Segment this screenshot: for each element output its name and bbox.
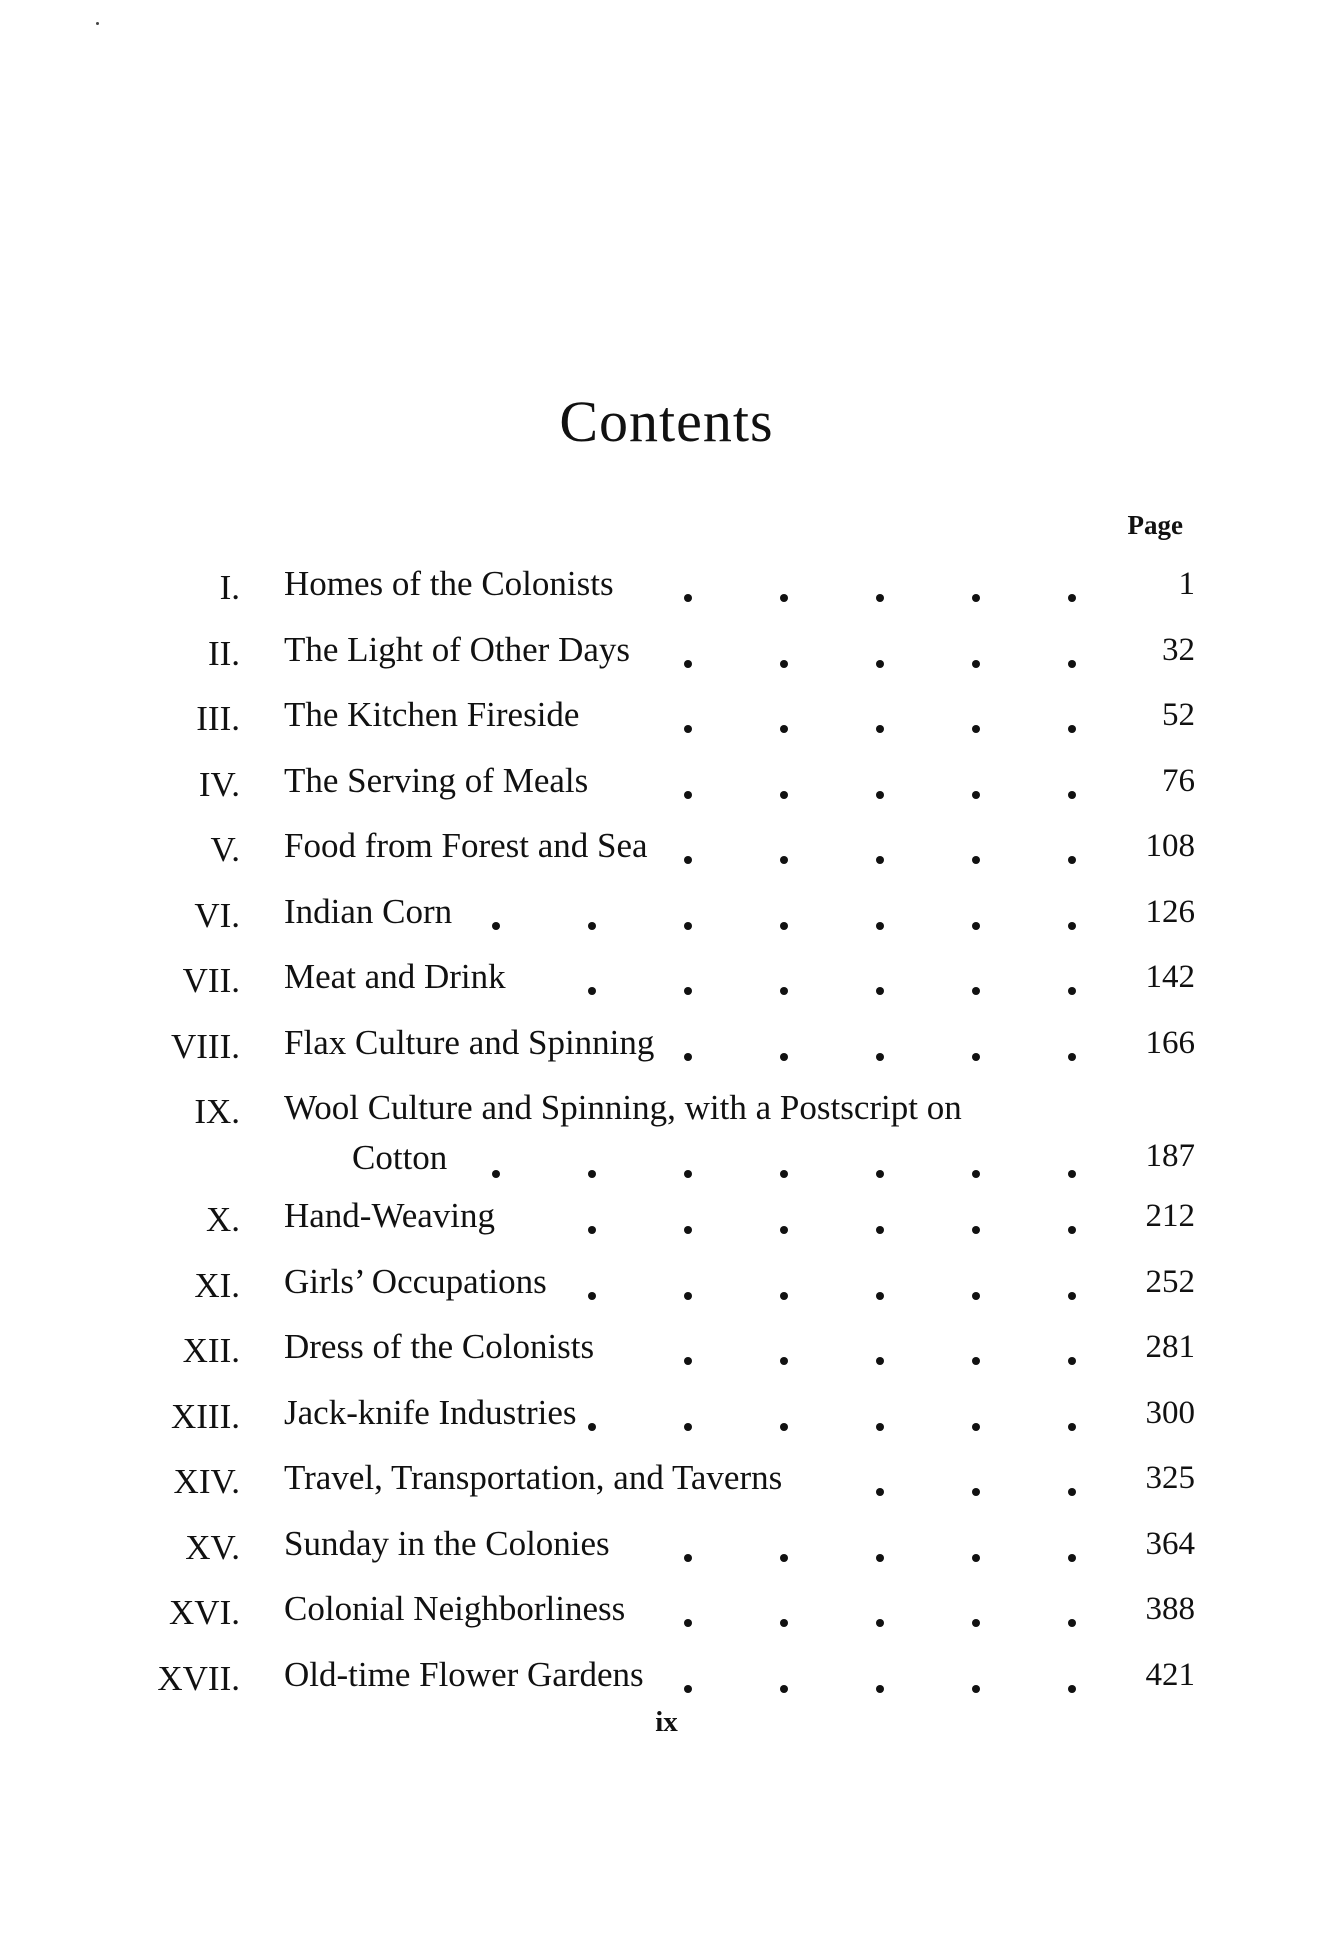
chapter-title: The Kitchen Fireside [284,695,580,734]
leader-dot [684,791,692,799]
chapter-title: Meat and Drink [284,957,506,996]
leader-dot [780,791,788,799]
leader-dot [1068,725,1076,733]
toc-entry [0,1450,1333,1516]
leader-dot [1068,987,1076,995]
chapter-page-number: 388 [1145,1591,1195,1627]
leader-dot [684,1357,692,1365]
toc-entry [0,1188,1333,1254]
leader-dot [684,856,692,864]
leader-dot [1068,1488,1076,1496]
leader-dot [1068,1292,1076,1300]
leader-dot [684,594,692,602]
leader-dot [972,1423,980,1431]
chapter-numeral: V. [210,830,240,869]
leader-dot [684,1685,692,1693]
chapter-numeral: XVII. [157,1658,240,1698]
leader-dot [588,1226,596,1234]
leader-dot [972,1619,980,1627]
chapter-title-continuation: Cotton [352,1138,448,1177]
leader-dot [588,1423,596,1431]
leader-dot [876,922,884,930]
leader-dot [1068,1685,1076,1693]
page-column-heading: Page [1127,510,1183,540]
chapter-title: Flax Culture and Spinning [284,1022,655,1062]
chapter-numeral: XII. [182,1331,240,1370]
leader-dot [972,1292,980,1300]
leader-dot [972,1685,980,1693]
chapter-title: Colonial Neighborliness [284,1589,626,1628]
chapter-title: Wool Culture and Spinning, with a Postscript on [284,1088,962,1127]
chapter-title: Old-time Flower Gardens [284,1654,644,1694]
leader-dot [972,791,980,799]
toc-entry [0,687,1333,753]
leader-dot [684,987,692,995]
leader-dot [780,594,788,602]
chapter-title: Dress of the Colonists [284,1327,595,1366]
leader-dot [780,1170,788,1178]
toc-entry [0,1385,1333,1451]
toc-entry [0,1516,1333,1582]
leader-dot [684,1619,692,1627]
chapter-page-number: 166 [1145,1024,1195,1061]
leader-dot [780,1053,788,1061]
leader-dot [972,660,980,668]
leader-dot [1068,1357,1076,1365]
toc-entry [0,753,1333,819]
leader-dot [684,1423,692,1431]
leader-dot [1068,856,1076,864]
leader-dot [876,660,884,668]
leader-dot [972,922,980,930]
leader-dot [780,1226,788,1234]
leader-dot [972,725,980,733]
leader-dot [684,1170,692,1178]
chapter-page-number: 421 [1145,1656,1195,1693]
leader-dot [1068,922,1076,930]
chapter-title: Indian Corn [284,891,453,931]
toc-entry [0,1015,1333,1081]
chapter-page-number: 1 [1178,566,1195,602]
chapter-title: Food from Forest and Sea [284,826,648,865]
leader-dot [876,987,884,995]
leader-dot [1068,1619,1076,1627]
chapter-page-number: 108 [1145,828,1195,864]
chapter-numeral: XI. [194,1265,240,1305]
leader-dot [972,987,980,995]
leader-dot [684,660,692,668]
leader-dot [492,1170,500,1178]
leader-dot [492,922,500,930]
leader-dot [780,1685,788,1693]
leader-dot [780,1357,788,1365]
leader-dot [972,594,980,602]
page-speck [96,22,99,25]
page-folio: ix [655,1706,678,1738]
toc-entry [0,1647,1333,1713]
leader-dot [876,1554,884,1562]
leader-dot [876,1488,884,1496]
leader-dot [780,725,788,733]
leader-dot [780,1292,788,1300]
toc-entry [0,818,1333,884]
chapter-numeral: XIV. [173,1462,240,1501]
leader-dot [1068,1226,1076,1234]
leader-dot [876,1357,884,1365]
leader-dot [876,1423,884,1431]
leader-dot [780,856,788,864]
toc-entry [0,1080,1333,1188]
leader-dot [876,1292,884,1300]
chapter-page-number: 76 [1162,762,1195,799]
chapter-numeral: II. [207,633,240,673]
leader-dot [684,1226,692,1234]
leader-dot [972,856,980,864]
chapter-title: Sunday in the Colonies [284,1523,610,1563]
leader-dot [1068,594,1076,602]
leader-dot [876,1226,884,1234]
table-of-contents [0,556,1333,1712]
chapter-numeral: IX. [194,1092,240,1131]
leader-dot [1068,660,1076,668]
leader-dot [588,1170,596,1178]
chapter-numeral: I. [219,568,240,607]
leader-dot [876,791,884,799]
chapter-page-number: 300 [1145,1394,1195,1431]
chapter-numeral: III. [196,699,240,738]
leader-dot [780,1619,788,1627]
chapter-page-number: 187 [1145,1138,1195,1174]
leader-dot [972,1053,980,1061]
chapter-page-number: 142 [1145,959,1195,995]
leader-dot [876,1685,884,1693]
chapter-numeral: XV. [185,1527,240,1567]
leader-dot [1068,1053,1076,1061]
leader-dot [588,1292,596,1300]
page-title: Contents [559,389,774,454]
chapter-title: Travel, Transportation, and Taverns [284,1458,783,1497]
leader-dot [684,1554,692,1562]
leader-dot [972,1226,980,1234]
leader-dot [588,922,596,930]
chapter-page-number: 212 [1145,1198,1195,1234]
leader-dot [876,1619,884,1627]
chapter-page-number: 281 [1145,1329,1195,1365]
leader-dot [588,987,596,995]
toc-entry [0,1319,1333,1385]
chapter-numeral: XVI. [169,1593,240,1632]
toc-entry [0,556,1333,622]
leader-dot [972,1170,980,1178]
chapter-numeral: X. [205,1200,240,1239]
leader-dot [780,922,788,930]
chapter-title: Jack-knife Industries [284,1392,577,1432]
leader-dot [684,725,692,733]
chapter-title: The Serving of Meals [284,760,589,800]
chapter-numeral: VIII. [171,1026,240,1066]
toc-entry [0,884,1333,950]
leader-dot [876,1053,884,1061]
leader-dot [972,1554,980,1562]
chapter-page-number: 325 [1145,1460,1195,1496]
leader-dot [780,987,788,995]
chapter-page-number: 126 [1145,893,1195,930]
leader-dot [780,1423,788,1431]
chapter-page-number: 52 [1162,697,1195,733]
leader-dot [1068,791,1076,799]
leader-dot [684,1292,692,1300]
chapter-title: Hand-Weaving [284,1196,495,1235]
chapter-page-number: 252 [1145,1263,1195,1300]
toc-entry [0,622,1333,688]
chapter-numeral: VII. [182,961,240,1000]
chapter-title: The Light of Other Days [284,629,631,669]
leader-dot [972,1357,980,1365]
leader-dot [684,922,692,930]
leader-dot [876,1170,884,1178]
chapter-title: Girls’ Occupations [284,1261,547,1301]
toc-entry [0,1581,1333,1647]
leader-dot [876,856,884,864]
leader-dot [1068,1423,1076,1431]
leader-dot [780,660,788,668]
toc-entry [0,1254,1333,1320]
leader-dot [780,1554,788,1562]
leader-dot [876,594,884,602]
leader-dot [1068,1554,1076,1562]
chapter-title: Homes of the Colonists [284,564,614,603]
chapter-page-number: 364 [1145,1525,1195,1562]
leader-dot [972,1488,980,1496]
chapter-numeral: XIII. [171,1396,240,1436]
chapter-page-number: 32 [1162,631,1195,668]
toc-entry [0,949,1333,1015]
chapter-numeral: VI. [194,895,240,935]
leader-dot [684,1053,692,1061]
chapter-numeral: IV. [198,764,240,804]
leader-dot [876,725,884,733]
leader-dot [1068,1170,1076,1178]
